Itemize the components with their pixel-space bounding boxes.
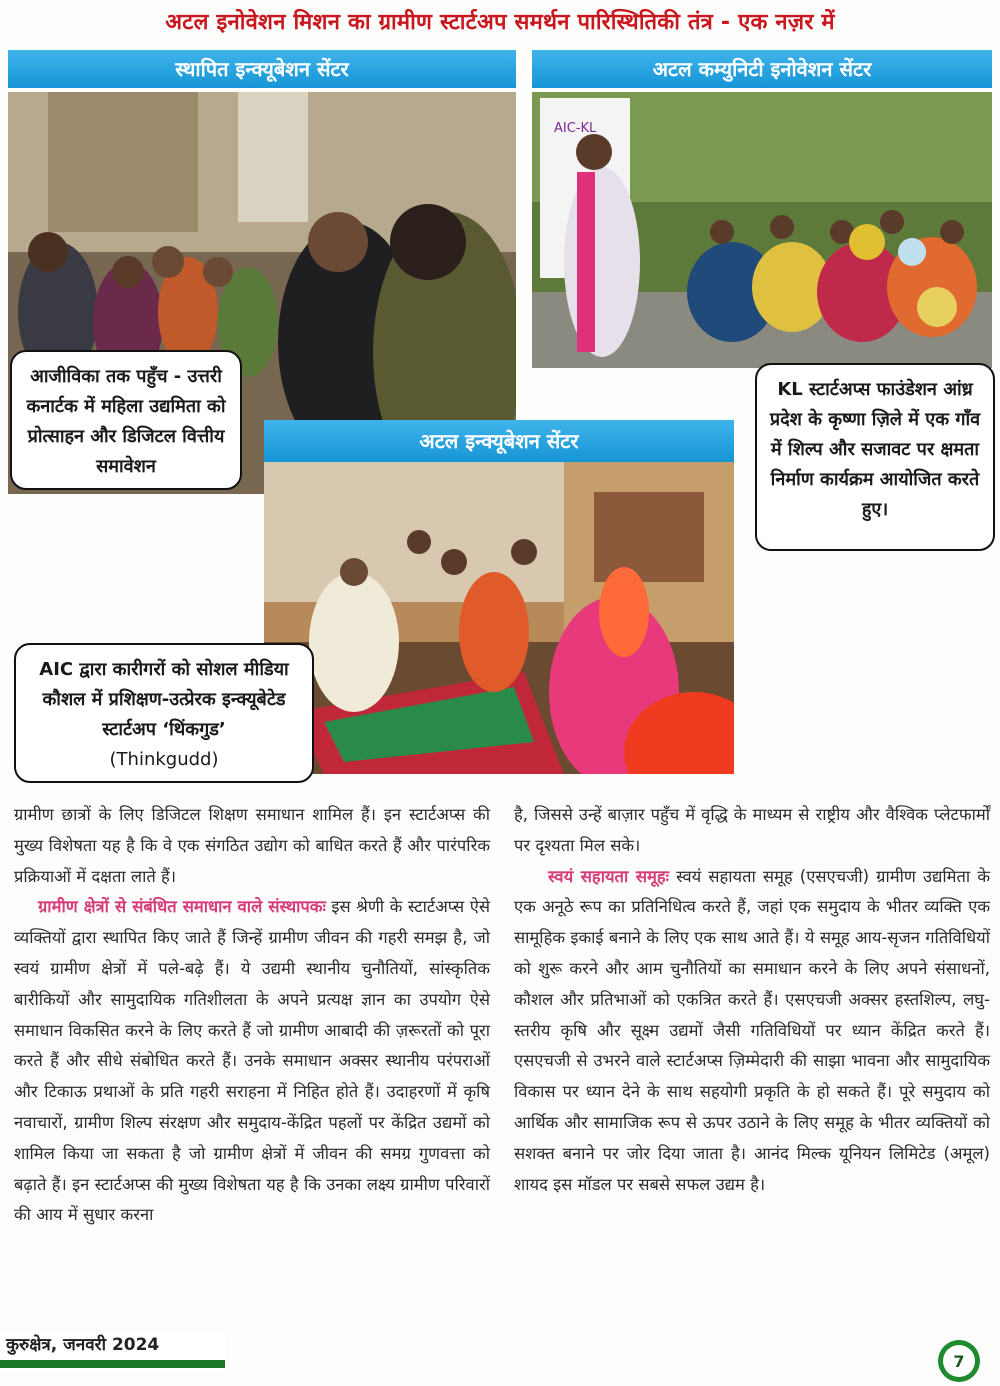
page-title: अटल इनोवेशन मिशन का ग्रामीण स्टार्टअप समर्थन पारिस्थितिकी तंत्र - एक नज़र में — [165, 10, 835, 35]
footer-band — [0, 1360, 225, 1368]
header-established-incubation: स्थापित इन्क्यूबेशन सेंटर — [8, 50, 516, 88]
photo-craft-training — [532, 92, 992, 368]
article-paragraph — [514, 862, 990, 1201]
header-community-innovation: अटल कम्युनिटी इनोवेशन सेंटर — [532, 50, 992, 88]
article-column-right — [514, 800, 990, 1200]
article-paragraph — [14, 892, 490, 1231]
section-lead-rural-founders: ग्रामीण क्षेत्रों से संबंधित समाधान वाले संस्थापकः — [38, 897, 326, 917]
footer-publication — [0, 1332, 225, 1372]
banner-logo-text: AIC-KL — [554, 121, 597, 136]
article-paragraph: ग्रामीण छात्रों के लिए डिजिटल शिक्षण समाधान शामिल हैं। इन स्टार्टअप्स की मुख्य विशेषता यह है कि वे एक संगठित उद्योग को बाधित करते हैं और पारंपरिक प्रक्रियाओं में दक्षता लाते हैं। — [14, 805, 490, 886]
caption-right-photo — [755, 363, 995, 551]
section-lead-shg: स्वयं सहायता समूहः — [548, 866, 669, 886]
publication-name: कुरुक्षेत्र, जनवरी 2024 — [6, 1335, 160, 1355]
caption-left-photo — [10, 350, 242, 490]
photo-artisans-social-media — [264, 462, 734, 774]
article-column-left — [14, 800, 490, 1231]
caption-right-text: KL स्टार्टअप्स फाउंडेशन आंध्र प्रदेश के कृष्णा ज़िले में एक गाँव में शिल्प और सजावट पर क्षमता निर्माण कार्यक्रम आयोजित करते हुए। — [769, 379, 981, 520]
article-paragraph-body: स्वयं सहायता समूह (एसएचजी) ग्रामीण उद्यमिता के एक अनूठे रूप का प्रतिनिधित्व करते हैं, जहां एक समुदाय के भीतर व्यक्ति एक सामूहिक इकाई बनाने के लिए एक साथ आते हैं। ये समूह आय-सृजन गतिविधियों को शुरू करने और आम चुनौतियों का समाधान करने के लिए अपने संसाधनों, कौशल और प्रतिभाओं को एकत्रित करते हैं। एसएचजी अक्सर हस्तशिल्प, लघु-स्तरीय कृषि और सूक्ष्म उद्यमों जैसी गतिविधियों पर ध्यान केंद्रित करते हैं। एसएचजी से उभरने वाले स्टार्टअप्स ज़िम्मेदारी की साझा भावना और सामुदायिक विकास पर ध्यान देने के साथ सहयोगी प्रकृति के हो सकते हैं। पूरे समुदाय को आर्थिक और सामाजिक रूप से ऊपर उठाने के लिए समूह के भीतर व्यक्तियों को सशक्त बनाने पर जोर दिया जाता है। आनंद मिल्क यूनियन लिमिटेड (अमूल) शायद इस मॉडल पर सबसे सफल उद्यम है। — [514, 866, 990, 1194]
page-number: 7 — [943, 1345, 975, 1377]
page-number-badge — [938, 1340, 980, 1382]
header-atal-incubation: अटल इन्क्यूबेशन सेंटर — [264, 420, 734, 462]
article-paragraph-body: इस श्रेणी के स्टार्टअप्स ऐसे व्यक्तियों द्वारा स्थापित किए जाते हैं जिन्हें ग्रामीण जीवन की गहरी समझ है, जो स्वयं ग्रामीण क्षेत्रों में पले-बढ़े हैं। ये उद्यमी स्थानीय चुनौतियों, सांस्कृतिक बारीकियों और सामुदायिक गतिशीलता के अपने प्रत्यक्ष ज्ञान का उपयोग ऐसे समाधान विकसित करने के लिए करते हैं जो ग्रामीण आबादी की ज़रूरतों को पूरा करते हैं और सीधे संबोधित करते हैं। उनके समाधान अक्सर स्थानीय परंपराओं और टिकाऊ प्रथाओं के प्रति गहरी सराहना में निहित होते हैं। उदाहरणों में कृषि नवाचारों, ग्रामीण शिल्प संरक्षण और समुदाय-केंद्रित पहलों पर केंद्रित उद्यमों को शामिल किया जा सकता है जो ग्रामीण क्षेत्रों में जीवन की समग्र गुणवत्ता को बढ़ाते हैं। इन स्टार्टअप्स की मुख्य विशेषता यह है कि उनका लक्ष्य ग्रामीण परिवारों की आय में सुधार करना — [14, 897, 490, 1225]
caption-center-photo — [14, 643, 314, 783]
caption-left-text: आजीविका तक पहुँच - उत्तरी कनार्टक में महिला उद्यमिता को प्रोत्साहन और डिजिटल वित्तीय समावेशन — [26, 366, 226, 477]
caption-center-text: AIC द्वारा कारीगरों को सोशल मीडिया कौशल में प्रशिक्षण-उत्प्रेरक इन्क्यूबेटेड स्टार्टअप ‘थिंकगुड’ — [39, 659, 289, 740]
caption-center-subtext: (Thinkgudd) — [109, 749, 219, 770]
article-paragraph: है, जिससे उन्हें बाज़ार पहुँच में वृद्धि के माध्यम से राष्ट्रीय और वैश्विक प्लेटफार्मों पर दृश्यता मिल सके। — [514, 805, 990, 855]
